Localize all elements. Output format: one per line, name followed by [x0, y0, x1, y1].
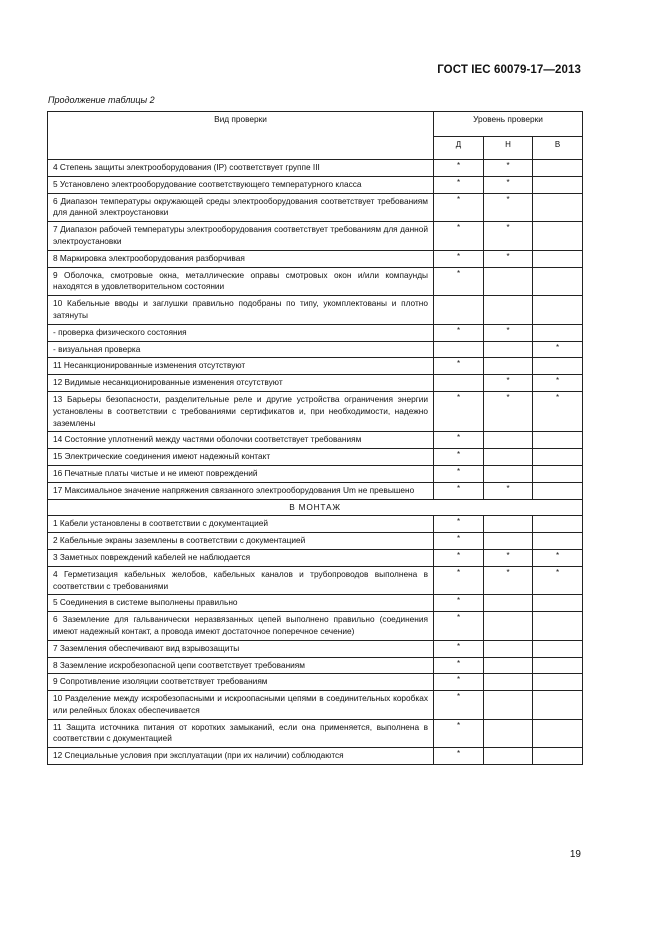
level-d-mark: *: [434, 612, 484, 641]
table-row: [48, 193, 583, 222]
level-v-mark: [533, 324, 583, 341]
check-description: [48, 595, 434, 612]
level-n-mark: [484, 657, 533, 674]
level-v-mark: *: [533, 566, 583, 595]
level-v-mark: [533, 516, 583, 533]
check-description: [48, 612, 434, 641]
check-description-text: 17 Максимальное значение напряжения связанного электрооборудования Um не превышено: [53, 484, 415, 495]
table-row: [48, 432, 583, 449]
level-v-mark: [533, 640, 583, 657]
level-d-mark: *: [434, 516, 484, 533]
table-body-part1: [48, 160, 583, 500]
check-description: [48, 391, 434, 431]
check-description-text: 4 Степень защиты электрооборудования (IP) соответствует группе III: [53, 162, 320, 172]
level-n-mark: [484, 465, 533, 482]
check-description-text: 10 Разделение между искробезопасными и искроопасными цепями в соединительных коробках или релейных блоках обеспечивается: [53, 693, 428, 715]
table-row: [48, 674, 583, 691]
check-description: [48, 358, 434, 375]
check-description: [48, 533, 434, 550]
check-description: [48, 674, 434, 691]
check-description: [48, 566, 434, 595]
level-v-mark: *: [533, 391, 583, 431]
level-n-mark: [484, 358, 533, 375]
level-n-mark: *: [484, 222, 533, 251]
check-description: [48, 432, 434, 449]
check-description: [48, 176, 434, 193]
table-row: [48, 341, 583, 358]
level-n-mark: [484, 691, 533, 720]
level-d-mark: *: [434, 465, 484, 482]
level-n-mark: *: [484, 566, 533, 595]
check-description: [48, 296, 434, 325]
check-description-text: 6 Диапазон температуры окружающей среды электрооборудования соответствует требованиям для данной электроустановки: [53, 195, 428, 218]
check-description-text: 5 Установлено электрооборудование соответствующего температурного класса: [53, 178, 362, 189]
column-header-level-v: В: [533, 137, 583, 160]
table-row: [48, 267, 583, 296]
table-row: [48, 176, 583, 193]
level-v-mark: [533, 193, 583, 222]
level-n-mark: *: [484, 375, 533, 392]
level-v-mark: [533, 160, 583, 177]
check-description-text: 8 Заземление искробезопасной цепи соответствует требованиям: [53, 659, 305, 670]
table-row: [48, 449, 583, 466]
level-n-mark: *: [484, 549, 533, 566]
level-v-mark: [533, 719, 583, 748]
check-description: [48, 375, 434, 392]
level-d-mark: *: [434, 719, 484, 748]
table-row: [48, 160, 583, 177]
level-d-mark: *: [434, 160, 484, 177]
level-d-mark: *: [434, 595, 484, 612]
standard-header: ГОСТ IEC 60079-17—2013: [437, 64, 581, 76]
inspection-table: [47, 111, 583, 765]
table-row: [48, 482, 583, 499]
table-row: [48, 324, 583, 341]
level-v-mark: [533, 691, 583, 720]
table-row: [48, 566, 583, 595]
level-n-mark: [484, 449, 533, 466]
check-description-text: 13 Барьеры безопасности, разделительные реле и другие устройства ограничения энергии установлены в соответствии с требованиями сертификатов и, при необходимости, надежно заземлены: [53, 393, 428, 428]
column-header-level-d: Д: [434, 137, 484, 160]
level-v-mark: [533, 674, 583, 691]
level-v-mark: *: [533, 549, 583, 566]
check-description: [48, 250, 434, 267]
check-description-text: 12 Специальные условия при эксплуатации (при их наличии) соблюдаются: [53, 750, 344, 761]
table-row: [48, 391, 583, 431]
check-description: [48, 748, 434, 765]
check-description: [48, 465, 434, 482]
table-row: [48, 640, 583, 657]
check-description: [48, 482, 434, 499]
check-description-text: 8 Маркировка электрооборудования разборчивая: [53, 252, 245, 263]
column-header-level-n: Н: [484, 137, 533, 160]
check-description-text: 4 Герметизация кабельных желобов, кабельных каналов и трубопроводов выполнена в соответствии с требованиями: [53, 568, 428, 591]
check-description: [48, 193, 434, 222]
level-d-mark: *: [434, 193, 484, 222]
level-d-mark: *: [434, 640, 484, 657]
level-d-mark: *: [434, 674, 484, 691]
check-description: [48, 341, 434, 358]
table-row: [48, 719, 583, 748]
level-d-mark: *: [434, 566, 484, 595]
table-row: [48, 358, 583, 375]
level-n-mark: [484, 719, 533, 748]
level-n-mark: [484, 533, 533, 550]
level-d-mark: *: [434, 250, 484, 267]
level-v-mark: [533, 176, 583, 193]
check-description-text: 10 Кабельные вводы и заглушки правильно подобраны по типу, укомплектованы и плотно затянуты: [53, 298, 428, 320]
check-description-text: 9 Оболочка, смотровые окна, металлические оправы смотровых окон и/или компаунды находятся в удовлетворительном состоянии: [53, 269, 428, 292]
level-v-mark: *: [533, 341, 583, 358]
level-n-mark: *: [484, 324, 533, 341]
level-d-mark: *: [434, 432, 484, 449]
level-n-mark: [484, 432, 533, 449]
level-d-mark: *: [434, 549, 484, 566]
check-description-text: 1 Кабели установлены в соответствии с документацией: [53, 518, 269, 529]
level-d-mark: *: [434, 358, 484, 375]
level-n-mark: *: [484, 250, 533, 267]
table-row: [48, 549, 583, 566]
check-description: [48, 640, 434, 657]
level-n-mark: [484, 674, 533, 691]
check-description-text: 15 Электрические соединения имеют надежный контакт: [53, 451, 271, 462]
level-n-mark: *: [484, 193, 533, 222]
level-n-mark: [484, 267, 533, 296]
level-v-mark: [533, 432, 583, 449]
level-v-mark: [533, 748, 583, 765]
level-v-mark: *: [533, 375, 583, 392]
level-v-mark: [533, 449, 583, 466]
check-description: [48, 449, 434, 466]
level-d-mark: *: [434, 267, 484, 296]
level-v-mark: [533, 482, 583, 499]
table-row: [48, 516, 583, 533]
level-n-mark: [484, 748, 533, 765]
check-description: [48, 267, 434, 296]
level-d-mark: [434, 296, 484, 325]
check-description-text: 6 Заземление для гальванически неразвязанных цепей выполнено правильно (соединения имеют надежный контакт, а провода имеют достаточное поперечное сечение): [53, 614, 428, 636]
level-d-mark: *: [434, 449, 484, 466]
level-d-mark: *: [434, 324, 484, 341]
check-description: [48, 160, 434, 177]
level-v-mark: [533, 612, 583, 641]
table-body-part2: [48, 516, 583, 765]
check-description: [48, 691, 434, 720]
level-v-mark: [533, 296, 583, 325]
check-description: [48, 549, 434, 566]
check-description: [48, 719, 434, 748]
level-d-mark: *: [434, 533, 484, 550]
check-description-text: - визуальная проверка: [53, 343, 141, 354]
check-description-text: 11 Защита источника питания от коротких замыканий, если она применяется, выполнена в соответствии с документацией: [53, 721, 428, 744]
level-v-mark: [533, 222, 583, 251]
level-v-mark: [533, 267, 583, 296]
table-row: [48, 465, 583, 482]
level-n-mark: *: [484, 391, 533, 431]
table-row: [48, 375, 583, 392]
check-description-text: 11 Несанкционированные изменения отсутствуют: [53, 360, 246, 371]
table-row: [48, 748, 583, 765]
level-d-mark: [434, 341, 484, 358]
table-row: [48, 222, 583, 251]
column-header-kind: Вид проверки: [48, 112, 434, 160]
level-n-mark: [484, 595, 533, 612]
check-description-text: 14 Состояние уплотнений между частями оболочки соответствует требованиям: [53, 434, 362, 445]
level-d-mark: *: [434, 482, 484, 499]
table-row: [48, 533, 583, 550]
check-description-text: 2 Кабельные экраны заземлены в соответствии с документацией: [53, 535, 306, 546]
level-n-mark: [484, 296, 533, 325]
table-row: [48, 250, 583, 267]
level-d-mark: *: [434, 657, 484, 674]
level-v-mark: [533, 465, 583, 482]
level-n-mark: *: [484, 482, 533, 499]
page-number: 19: [569, 849, 581, 860]
level-n-mark: *: [484, 176, 533, 193]
check-description-text: 7 Диапазон рабочей температуры электрооборудования соответствует требованиям для данной электроустановки: [53, 224, 428, 246]
section-title: В МОНТАЖ: [48, 499, 583, 516]
level-v-mark: [533, 358, 583, 375]
check-description: [48, 516, 434, 533]
level-n-mark: *: [484, 160, 533, 177]
level-n-mark: [484, 341, 533, 358]
table-row: [48, 691, 583, 720]
level-d-mark: *: [434, 748, 484, 765]
level-v-mark: [533, 533, 583, 550]
level-d-mark: *: [434, 691, 484, 720]
level-d-mark: *: [434, 222, 484, 251]
level-v-mark: [533, 657, 583, 674]
column-header-levels: Уровень проверки: [434, 112, 583, 137]
table-caption: Продолжение таблицы 2: [48, 95, 155, 105]
check-description: [48, 324, 434, 341]
table-row: [48, 296, 583, 325]
level-n-mark: [484, 612, 533, 641]
check-description: [48, 222, 434, 251]
level-n-mark: [484, 516, 533, 533]
level-d-mark: *: [434, 391, 484, 431]
check-description-text: 9 Сопротивление изоляции соответствует требованиям: [53, 676, 268, 687]
section-row: [48, 499, 583, 516]
check-description-text: 12 Видимые несанкционированные изменения отсутствуют: [53, 377, 283, 388]
level-v-mark: [533, 250, 583, 267]
check-description-text: 3 Заметных повреждений кабелей не наблюдается: [53, 551, 251, 562]
check-description-text: 16 Печатные платы чистые и не имеют повреждений: [53, 467, 258, 478]
table-row: [48, 595, 583, 612]
check-description-text: 5 Соединения в системе выполнены правильно: [53, 597, 238, 608]
check-description-text: - проверка физического состояния: [53, 326, 187, 337]
table-row: [48, 657, 583, 674]
check-description-text: 7 Заземления обеспечивают вид взрывозащиты: [53, 642, 240, 653]
level-v-mark: [533, 595, 583, 612]
level-d-mark: [434, 375, 484, 392]
level-n-mark: [484, 640, 533, 657]
level-d-mark: *: [434, 176, 484, 193]
check-description: [48, 657, 434, 674]
table-row: [48, 612, 583, 641]
